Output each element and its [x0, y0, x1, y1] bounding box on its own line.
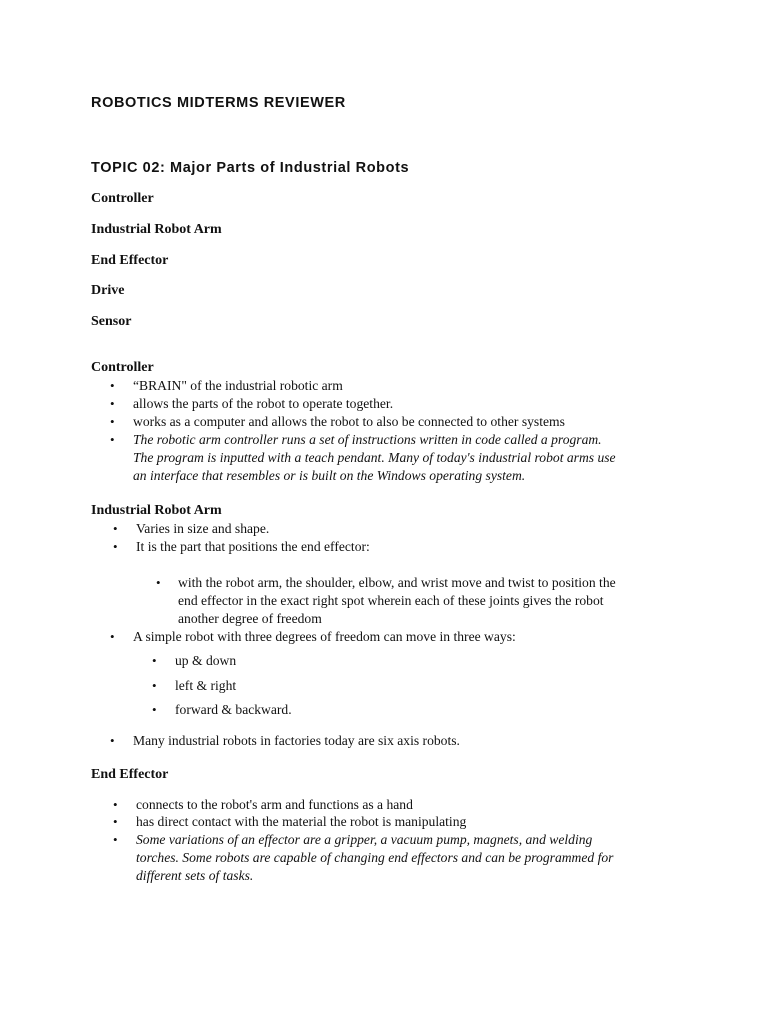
section-heading-robot-arm: Industrial Robot Arm: [91, 503, 222, 518]
section-heading-end-effector: End Effector: [91, 767, 169, 782]
controller-bullet: works as a computer and allows the robot to also be connected to other systems: [133, 414, 565, 429]
document-title: ROBOTICS MIDTERMS REVIEWER: [91, 95, 346, 111]
bullet-glyph: •: [110, 378, 115, 393]
controller-italic-line: The robotic arm controller runs a set of instructions written in code called a program.: [133, 432, 602, 447]
bullet-glyph: •: [152, 678, 157, 693]
end-effector-italic-line: torches. Some robots are capable of changing end effectors and can be programmed for: [136, 850, 614, 865]
bullet-glyph: •: [113, 521, 118, 536]
parts-list-item: End Effector: [91, 253, 169, 268]
bullet-glyph: •: [110, 629, 115, 644]
end-effector-italic-line: Some variations of an effector are a gripper, a vacuum pump, magnets, and welding: [136, 832, 593, 847]
bullet-glyph: •: [110, 396, 115, 411]
movement-way: forward & backward.: [175, 702, 292, 717]
bullet-glyph: •: [113, 539, 118, 554]
section-heading-controller: Controller: [91, 360, 154, 375]
controller-bullet: allows the parts of the robot to operate together.: [133, 396, 394, 411]
parts-list-item: Controller: [91, 191, 154, 206]
end-effector-bullet: has direct contact with the material the robot is manipulating: [136, 814, 467, 829]
robot-arm-sub-line: end effector in the exact right spot wherein each of these joints gives the robot: [178, 593, 604, 608]
bullet-glyph: •: [113, 832, 118, 847]
parts-list-item: Drive: [91, 283, 125, 298]
end-effector-italic-line: different sets of tasks.: [136, 868, 254, 883]
robot-arm-freedom-bullet: A simple robot with three degrees of freedom can move in three ways:: [133, 629, 516, 644]
movement-way: up & down: [175, 653, 237, 668]
bullet-glyph: •: [113, 814, 118, 829]
robot-arm-last-bullet: Many industrial robots in factories today are six axis robots.: [133, 733, 460, 748]
bullet-glyph: •: [152, 653, 157, 668]
bullet-glyph: •: [156, 575, 161, 590]
bullet-glyph: •: [110, 733, 115, 748]
controller-italic-line: an interface that resembles or is built on the Windows operating system.: [133, 468, 526, 483]
bullet-glyph: •: [110, 414, 115, 429]
end-effector-bullet: connects to the robot's arm and functions as a hand: [136, 797, 413, 812]
parts-list-item: Sensor: [91, 314, 132, 329]
topic-heading: TOPIC 02: Major Parts of Industrial Robots: [91, 160, 410, 176]
bullet-glyph: •: [110, 432, 115, 447]
robot-arm-bullet: Varies in size and shape.: [136, 521, 270, 536]
movement-way: left & right: [175, 678, 237, 693]
robot-arm-bullet: It is the part that positions the end effector:: [136, 539, 370, 554]
bullet-glyph: •: [113, 797, 118, 812]
bullet-glyph: •: [152, 702, 157, 717]
controller-italic-line: The program is inputted with a teach pendant. Many of today's industrial robot arms use: [133, 450, 616, 465]
controller-bullet: “BRAIN" of the industrial robotic arm: [133, 378, 343, 393]
robot-arm-sub-line: another degree of freedom: [178, 611, 322, 626]
robot-arm-sub-line: with the robot arm, the shoulder, elbow, and wrist move and twist to position the: [178, 575, 616, 590]
parts-list-item: Industrial Robot Arm: [91, 222, 222, 237]
